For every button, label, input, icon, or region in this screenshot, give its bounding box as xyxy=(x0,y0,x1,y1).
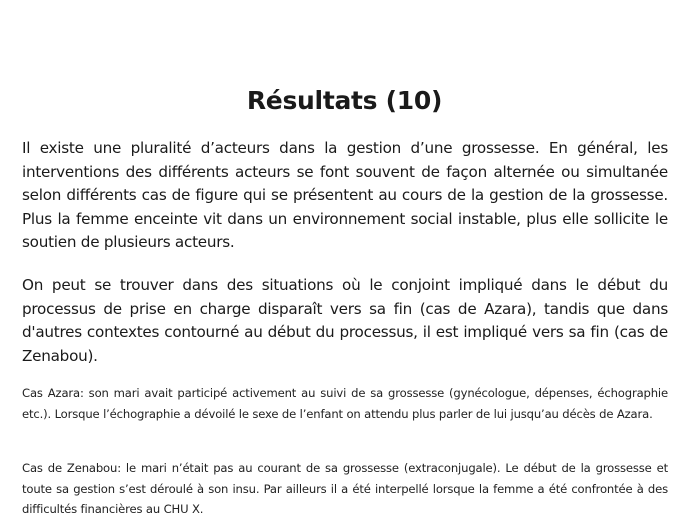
note-cas-azara: Cas Azara: son mari avait participé activement au suivi de sa grossesse (gynécologue, dépenses, échographie etc.). Lorsque l’échographie a dévoilé le sexe de l’enfant on attendu plus parler de lui jusqu’au décès de Azara. xyxy=(22,386,668,421)
note-cas-zenabou: Cas de Zenabou: le mari n’était pas au courant de sa grossesse (extraconjugale). Le début de la grossesse et toute sa gestion s’est déroulé à son insu. Par ailleurs il a été interpellé lorsque la femme a été confrontée à des difficultés financières au CHU X. xyxy=(22,461,668,516)
paragraph-situations-conjoint: On peut se trouver dans des situations où le conjoint impliqué dans le début du processus de prise en charge disparaît vers sa fin (cas de Azara), tandis que dans d'autres contextes contourné au début du processus, il est impliqué vers sa fin (cas de Zenabou). xyxy=(22,276,668,365)
slide-title: Résultats (10) xyxy=(246,86,443,115)
paragraph-pluralite-acteurs: Il existe une pluralité d’acteurs dans la gestion d’une grossesse. En général, les interventions des différents acteurs se font souvent de façon alternée ou simultanée selon différents cas de figure qui se présentent au cours de la gestion de la grossesse. Plus la femme enceinte vit dans un environnement social instable, plus elle sollicite le soutien de plusieurs acteurs. xyxy=(22,139,668,251)
